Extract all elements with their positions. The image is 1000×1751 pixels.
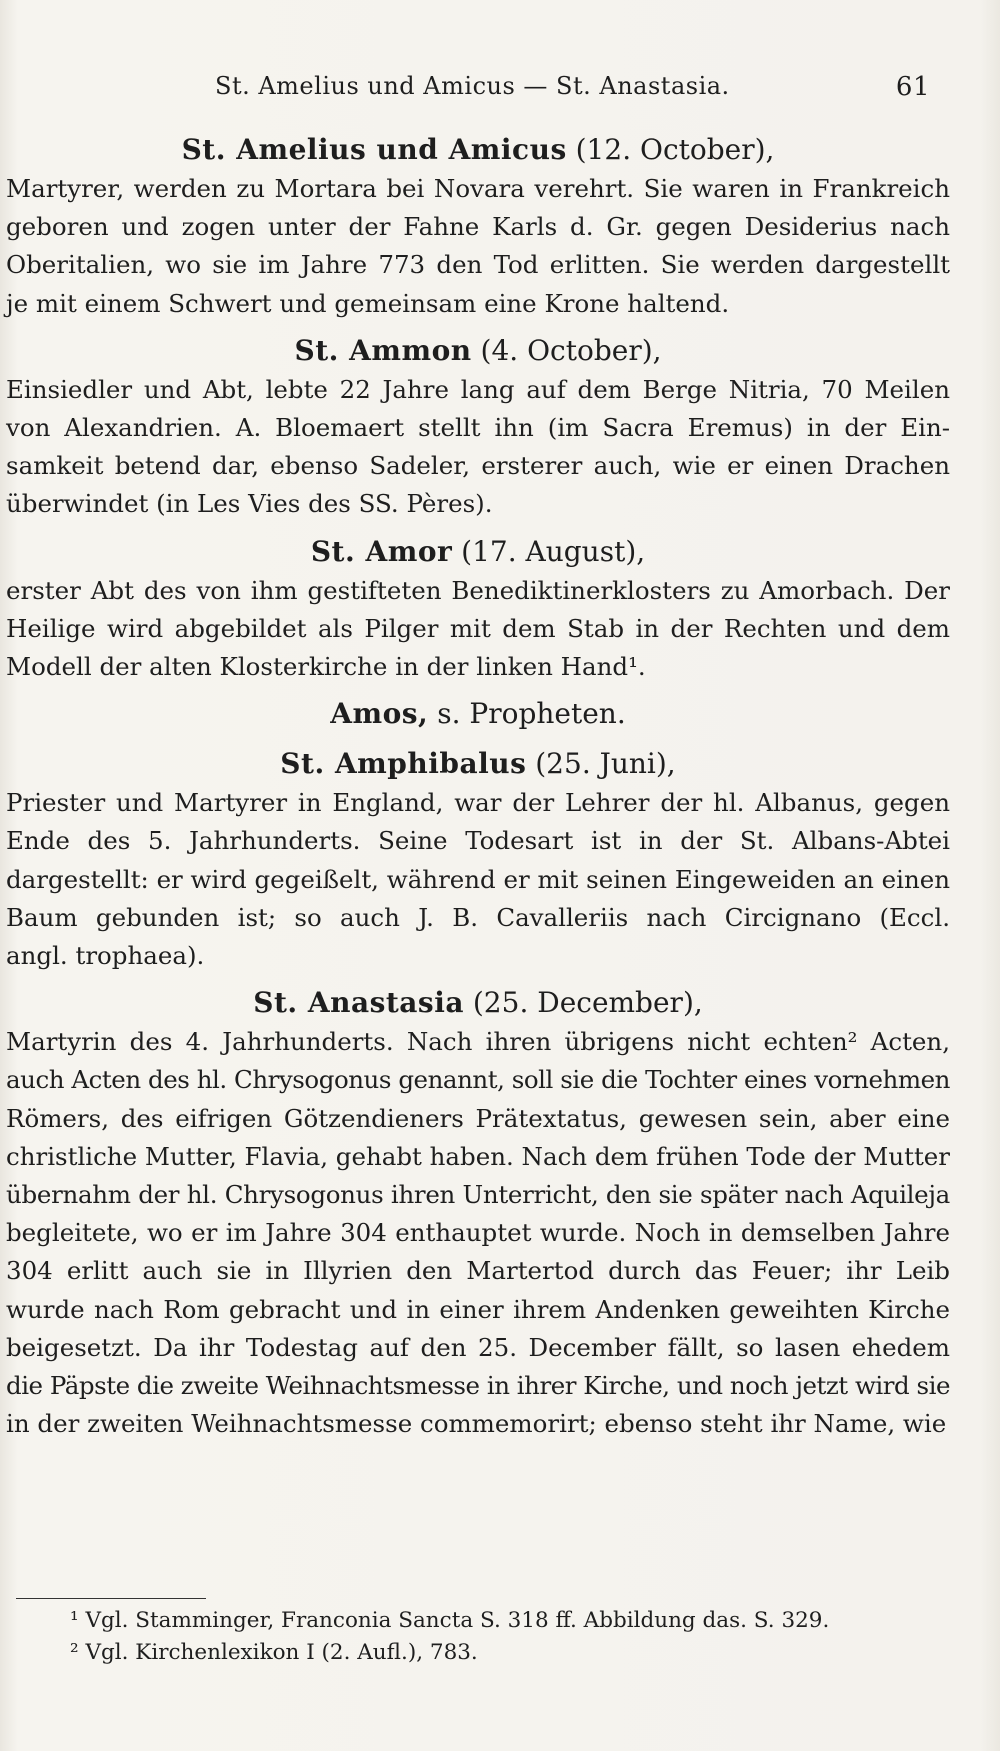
page-header [215,72,930,112]
entry-heading [6,694,950,734]
spacer [6,734,950,744]
entry-date: (17. August), [452,534,646,568]
text-line: in der zweiten Weihnachtsmesse commemorirt; ebenso steht ihr Name, wie [6,1409,947,1439]
entry-body [6,170,950,323]
page-content [6,130,950,1451]
entry-date: (12. October), [566,133,775,166]
text-line: die Päpste die zweite Weihnachtsmesse in ihrer Kirche, und noch jetzt wird sie [6,1371,950,1401]
text-line: geboren und zogen unter der Fahne Karls d. Gr. gegen Desiderius nach [6,212,950,242]
text-line: samkeit betend dar, ebenso Sadeler, ersterer auch, wie er einen Drachen [6,451,950,481]
text-line: angl. trophaea). [6,941,205,971]
entry-date: s. Propheten. [428,697,626,731]
text-line: Martyrer, werden zu Mortara bei Novara verehrt. Sie waren in Frankreich [6,174,950,203]
text-line: übernahm der hl. Chrysogonus ihren Unterricht, den sie später nach Aquileja [6,1180,950,1210]
text-line: von Alexandrien. A. Bloemaert stellt ihn (im Sacra Eremus) in der Ein- [6,413,950,443]
entry-body [6,1023,950,1443]
entry-name: St. Amphibalus [280,747,527,781]
running-title: St. Amelius und Amicus — St. Anastasia. [215,72,730,100]
text-line: Baum gebunden ist; so auch J. B. Cavalleriis nach Circignano (Eccl. [6,902,950,932]
entry-heading [6,331,950,371]
text-line: erster Abt des von ihm gestifteten Benediktinerklosters zu Amorbach. Der [6,575,950,605]
text-line: Römers, des eifrigen Götzendieners Prätextatus, gewesen sein, aber eine [6,1103,950,1133]
footnotes [70,1605,950,1669]
entry-heading [6,983,950,1023]
text-line: Heilige wird abgebildet als Pilger mit dem Stab in der Rechten und dem [6,613,950,643]
text-line: Modell der alten Klosterkirche in der linken Hand¹. [6,652,646,682]
text-line: auch Acten des hl. Chrysogonus genannt, soll sie die Tochter eines vornehmen [6,1065,950,1095]
entry-heading [6,130,950,170]
text-line: begleitete, wo er im Jahre 304 enthauptet wurde. Noch in demselben Jahre [6,1218,950,1248]
footnote: ² Vgl. Kirchenlexikon I (2. Aufl.), 783. [70,1640,478,1665]
text-line: beigesetzt. Da ihr Todestag auf den 25. December fällt, so lasen ehedem [6,1332,950,1362]
entry-name: St. Amelius und Amicus [181,133,567,166]
entry-heading [6,532,950,572]
text-line: überwindet (in Les Vies des SS. Pères). [6,489,493,519]
entry-date: (25. December), [463,986,703,1020]
entry-heading [6,744,950,784]
text-line: Priester und Martyrer in England, war der Lehrer der hl. Albanus, gegen [6,788,950,818]
text-line: Ende des 5. Jahrhunderts. Seine Todesart ist in der St. Albans-Abtei [6,826,950,856]
entry-name: St. Amor [310,534,453,568]
text-line: Oberitalien, wo sie im Jahre 773 den Tod erlitten. Sie werden dargestellt [6,250,950,280]
text-line: Martyrin des 4. Jahrhunderts. Nach ihren übrigens nicht echten² Acten, [6,1027,950,1057]
entry-date: (4. October), [471,333,662,367]
entry-name: Amos, [330,697,429,731]
entry-name: St. Ammon [294,333,472,367]
page-number: 61 [895,72,930,102]
text-line: christliche Mutter, Flavia, gehabt haben. Nach dem frühen Tode der Mutter [6,1141,950,1171]
footnote-rule [16,1598,206,1599]
footnote: ¹ Vgl. Stamminger, Franconia Sancta S. 318 ff. Abbildung das. S. 329. [70,1608,830,1633]
entry-date: (25. Juni), [526,747,676,781]
entry-name: St. Anastasia [253,986,464,1020]
entry-body [6,371,950,524]
text-line: Einsiedler und Abt, lebte 22 Jahre lang auf dem Berge Nitria, 70 Meilen [6,374,950,404]
entry-body [6,784,950,975]
entry-body [6,572,950,687]
text-line: dargestellt: er wird gegeißelt, während er mit seinen Eingeweiden an einen [6,864,950,894]
text-line: je mit einem Schwert und gemeinsam eine Krone haltend. [6,288,730,318]
text-line: wurde nach Rom gebracht und in einer ihrem Andenken geweihten Kirche [6,1294,950,1324]
text-line: 304 erlitt auch sie in Illyrien den Martertod durch das Feuer; ihr Leib [6,1256,950,1286]
